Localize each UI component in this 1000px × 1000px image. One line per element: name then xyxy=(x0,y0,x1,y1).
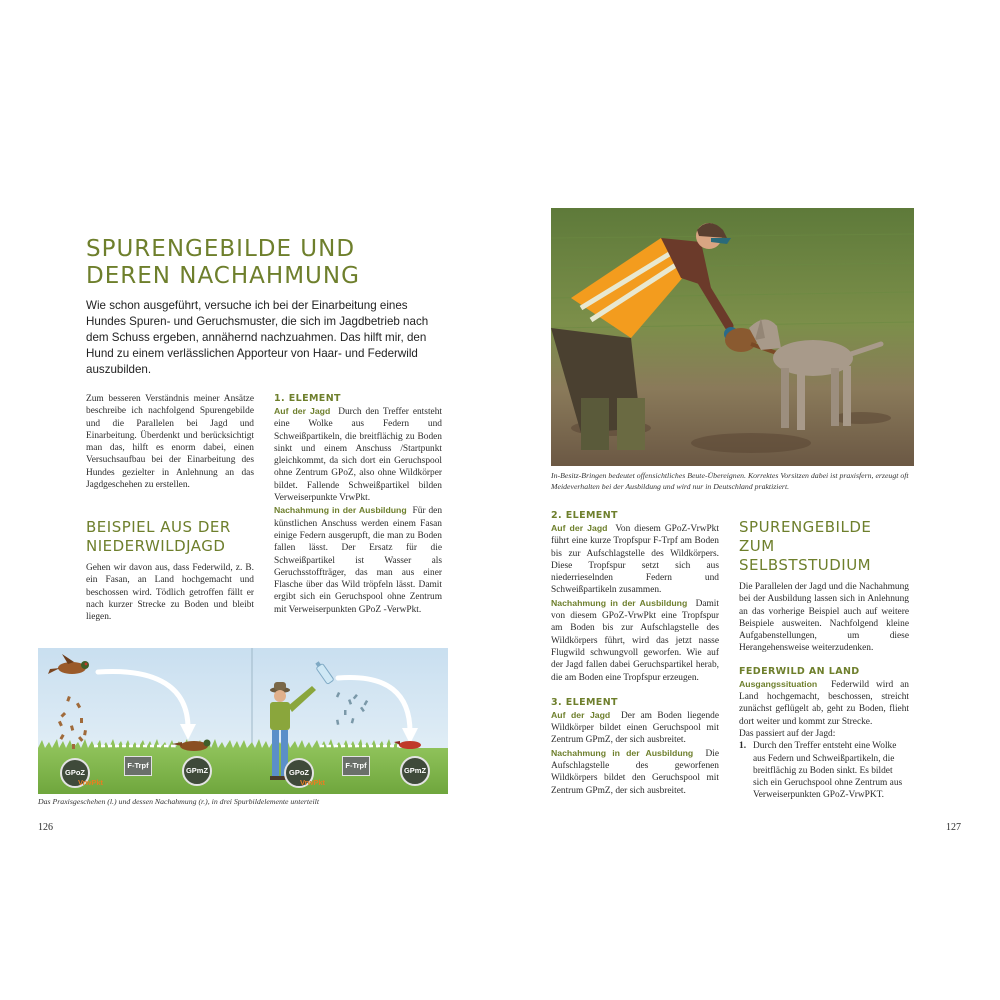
ftrpf-badge-left: F-Trpf xyxy=(124,756,152,776)
federwild-paragraph xyxy=(739,678,909,728)
element1-section xyxy=(274,393,442,616)
element1-jagd-text: Durch den Treffer entsteht eine Wolke aus Federn und Schweißpartikeln, die breitflächig zu Boden sinkt und einem Anschuss /Startpunkt gleichkommt, da sich dort ein Geruchspool ohne Zentrum GPoZ, also ohne Wildkörper bildet. Fallende Schweißpartikel bilden Verweiserpunkte VrwPkt. xyxy=(274,407,442,504)
beispiel-paragraph: Gehen wir davon aus, dass Federwild, z. B. ein Fasan, an Land hochgemacht und beschossen wird. Tödlich getroffen fällt er nach kurzer Strecke zu Boden und bleibt liegen. xyxy=(86,563,254,623)
federwild-label: Ausgangssituation xyxy=(739,678,818,689)
element2-jagd-paragraph xyxy=(551,522,719,597)
gpoz-badge-left: GPoZ xyxy=(60,758,90,788)
page-number-left: 126 xyxy=(38,822,53,833)
element3-heading: 3. ELEMENT xyxy=(551,696,618,708)
column1-paragraph: Zum besseren Verständnis meiner Ansätze beschreibe ich nachfolgend Spurengebilde und die Parallelen bei Jagd und Einarbeitung. Überdenkt und berücksichtigt man das, hilft es enorm dabei, einen Versuchsaufbau bei der Einarbeitung des Hundes gezielter in Anlehnung an das Jagdgeschehen zu erstellen. xyxy=(86,394,254,491)
diagram-caption: Das Praxisgeschehen (l.) und dessen Nachahmung (r.), in drei Spurbildelemente unterteilt xyxy=(38,797,319,806)
element2-heading: 2. ELEMENT xyxy=(551,510,618,521)
element2-ausbildung-text: Damit von diesem GPoZ-VrwPkt eine Tropfspur am Boden bis zur Aufschlagstelle des Wildkörpers führt, wird das jetzt nasse Flugwild schwungvoll geworfen. Wie auf der Jagd fallen dabei Geruchspartikel herab, die am Boden eine Tropfspur erzeugen. xyxy=(551,598,719,683)
element1-ausbildung-text: Für den künstlichen Anschuss werden einem Fasan einige Federn ausgerupft, die man zu Boden fallen lässt. Der Ersatz für die Schweißpartikel ist Wasser als Geruchsstoffträger, das man aus einer Flasche über das Wild tröpfeln lässt. Damit ergibt sich ein Geruchspool ohne Zentrum mit Verweiserpunkten GPoZ -VerwPkt. xyxy=(274,506,443,615)
diagram-grass xyxy=(38,748,448,794)
element2-section xyxy=(551,510,719,797)
photo-illustration xyxy=(551,208,914,466)
diagram-illustration xyxy=(38,648,448,794)
selbststudium-heading-line1: SPURENGEBILDE xyxy=(739,518,872,536)
element1-jagd-paragraph xyxy=(274,405,442,504)
element2-jagd-text: Von diesem GPoZ-VrwPkt führt eine kurze Tropfspur F-Trpf am Boden bis zur Aufschlagstelle des Wildkörpers. Diese Tropfspur setzt sich aus niederrieselnden Federn und Schweißpartikeln zusammen. xyxy=(551,524,719,596)
selbststudium-section xyxy=(739,518,909,802)
element2-ausbildung-paragraph xyxy=(551,597,719,684)
intro-paragraph: Wie schon ausgeführt, versuche ich bei der Einarbeitung eines Hundes Spuren- und Geruchsmuster, die sich im Jagdbetrieb nach dem Schuss ergeben, annähernd nachzuahmen. Das hilft mir, den Hund zu einem verlässlichen Apporteur von Haar- und Federwild auszubilden. xyxy=(86,299,429,376)
gpoz-badge-right: GPoZ xyxy=(284,758,314,788)
gpmz-badge-right: GPmZ xyxy=(400,756,430,786)
element3-jagd-text: Der am Boden liegende Wildkörper bildet einen Geruchspool mit Zentrum GPmZ, der sich ausbreitet. xyxy=(551,710,719,746)
element1-ausbildung-label: Nachahmung in der Ausbildung xyxy=(274,505,407,516)
list-item-text: Durch den Treffer entsteht eine Wolke aus Federn und Schweißpartikeln, die breitflächig zu Boden sinkt. Es bildet sich ein Geruchspool ohne Zentrum aus Verweiserpunkten GPoZ-VrwPKT. xyxy=(753,741,903,801)
element2-ausbildung-label: Nachahmung in der Ausbildung xyxy=(551,597,688,608)
photo-caption: In-Besitz-Bringen bedeutet offensichtliches Beute-Übereignen. Korrektes Vorsitzen dabei ist praxisfern, erzeugt oft Meideverhalten bei der Ausbildung und wird nur in Deutschland praktiziert. xyxy=(551,471,909,491)
page-title xyxy=(86,236,360,290)
element3-jagd-paragraph xyxy=(551,709,719,747)
vrwpkt-label-right: VrwPkt xyxy=(300,778,326,787)
gpmz-badge-left: GPmZ xyxy=(182,756,212,786)
federwild-question: Das passiert auf der Jagd: xyxy=(739,728,836,739)
beispiel-heading xyxy=(86,518,231,556)
federwild-text: Federwild wird an Land hochgemacht, beschossen, streicht zunächst geflügelt ab, geht zu Boden, flieht dort weiter und kommt zur Strecke. xyxy=(739,679,909,727)
list-item-number: 1. xyxy=(739,741,747,752)
element3-ausbildung-paragraph xyxy=(551,747,719,797)
federwild-heading: FEDERWILD AN LAND xyxy=(739,665,860,677)
page-title-line1: SPURENGEBILDE UND xyxy=(86,236,356,262)
element3-ausbildung-text: Die Aufschlagstelle des geworfenen Wildkörpers bildet den Geruchspool mit Zentrum GPmZ, der sich ausbreitet. xyxy=(551,748,720,796)
beispiel-heading-line2: NIEDERWILDJAGD xyxy=(86,537,226,555)
spurbild-diagram xyxy=(38,648,448,794)
element3-ausbildung-label: Nachahmung in der Ausbildung xyxy=(551,747,694,758)
selbststudium-heading-line2: ZUM SELBSTSTUDIUM xyxy=(739,537,872,574)
vrwpkt-label-left: VrwPkt xyxy=(78,778,104,787)
list-item xyxy=(739,740,909,801)
ftrpf-badge-right: F-Trpf xyxy=(342,756,370,776)
element2-jagd-label: Auf der Jagd xyxy=(551,523,608,533)
element1-heading: 1. ELEMENT xyxy=(274,393,341,404)
element1-ausbildung-paragraph xyxy=(274,504,442,616)
beispiel-heading-line1: BEISPIEL AUS DER xyxy=(86,518,231,536)
hunter-dog-photo xyxy=(551,208,914,466)
selbststudium-heading xyxy=(739,518,909,575)
page-number-right: 127 xyxy=(946,822,961,833)
element1-jagd-label: Auf der Jagd xyxy=(274,406,331,416)
page-title-line2: DEREN NACHAHMUNG xyxy=(86,263,360,289)
element3-jagd-label: Auf der Jagd xyxy=(551,709,611,720)
selbststudium-paragraph: Die Parallelen der Jagd und die Nachahmung bei der Ausbildung lassen sich in Anlehnung an das vorherige Beispiel auch auf weitere Beispiele ausweiten. Nachfolgend kleine Aufgabenstellungen, um diese Herangehensweise weiterzudenken. xyxy=(739,582,909,654)
